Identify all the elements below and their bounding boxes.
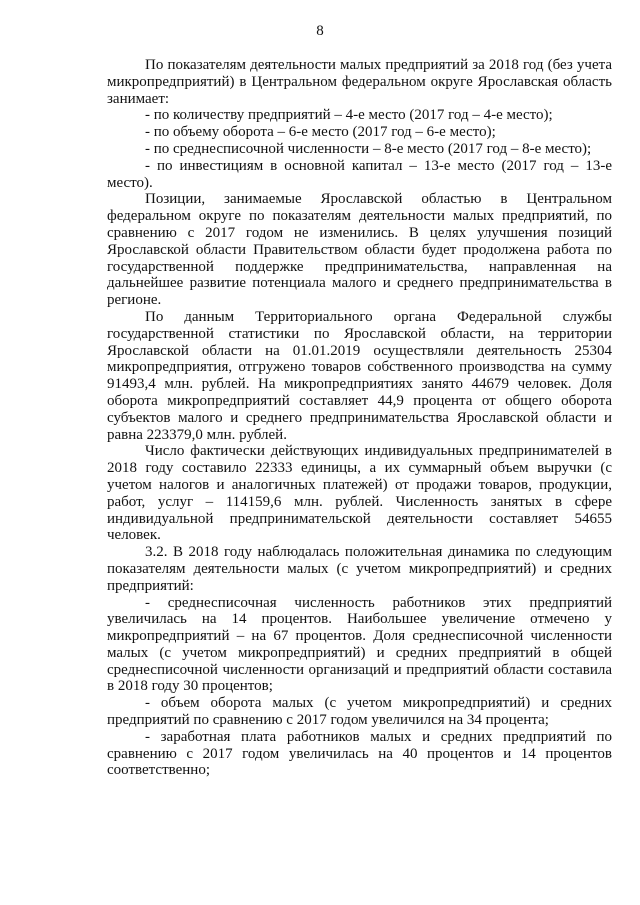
list-item-enterprise-count: - по количеству предприятий – 4-е место (2017 год – 4-е место); [145,107,553,124]
paragraph-entrepreneurs: Число фактически действующих индивидуальных предпринимателей в 2018 году составило 22333 единицы, а их суммарный объем выручки (с учетом налогов и аналогичных платежей) от продажи товаров, продукции, работ, услуг – 114159,6 млн. рублей. Численность занятых в сфере индивидуальной предпринимательской деятельности составляет 54655 человек. [107,443,612,544]
paragraph-ranking-intro: По показателям деятельности малых предприятий за 2018 год (без учета микропредприятий) в Центральном федеральном округе Ярославская область занимает: [107,57,612,107]
page-number: 8 [316,23,324,39]
list-item-wages: - заработная плата работников малых и средних предприятий по сравнению с 2017 годом увеличилась на 40 процентов и 14 процентов соответственно; [107,728,612,779]
list-item-headcount: - по среднесписочной численности – 8-е место (2017 год – 8-е место); [145,140,592,157]
list-item-turnover-growth: - объем оборота малых (с учетом микропредприятий) и средних предприятий по сравнению с 2017 годом увеличился на 34 процента; [107,695,612,729]
list-item-turnover: - по объему оборота – 6-е место (2017 год – 6-е место); [145,124,496,141]
paragraph-section-3-2: 3.2. В 2018 году наблюдалась положительная динамика по следующим показателям деятельности малых (с учетом микропредприятий) и средних предприятий: [107,544,612,594]
document-body [107,57,612,779]
paragraph-positions: Позиции, занимаемые Ярославской областью в Центральном федеральном округе по показателям деятельности малых предприятий, по сравнению с 2017 годом не изменились. В целях улучшения позиций Ярославской области Правительством области будет продолжена работа по государственной поддержке предпринимательства, направленная на дальнейшее развитие потенциала малого и среднего предпринимательства в регионе. [107,191,612,309]
list-item-investment: - по инвестициям в основной капитал – 13-е место (2017 год – 13-е место). [107,157,612,191]
paragraph-micro-enterprises: По данным Территориального органа Федеральной службы государственной статистики по Ярославской области, на территории Ярославской области на 01.01.2019 осуществляли деятельность 25304 микропредприятия, отгружено товаров собственного производства на сумму 91493,4 млн. рублей. На микропредприятиях занято 44679 человек. Доля оборота микропредприятий составляет 44,9 процента от общего оборота субъектов малого и среднего предпринимательства Ярославской области и равна 223379,0 млн. рублей. [107,308,612,443]
list-item-employee-count: - среднесписочная численность работников этих предприятий увеличилась на 14 процентов. Наибольшее увеличение отмечено у микропредприятий – на 67 процентов. Доля среднесписочной численности малых (с учетом микропредприятий) и средних предприятий в общей среднесписочной численности организаций и предприятий области составила в 2018 году 30 процентов; [107,594,612,695]
